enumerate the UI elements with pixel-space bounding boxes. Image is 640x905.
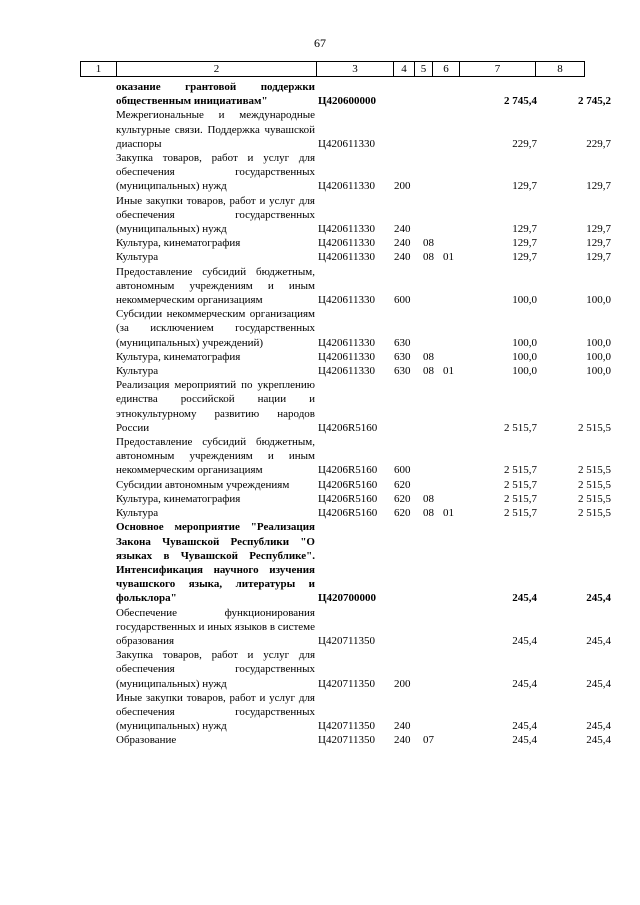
table-row [0, 520, 640, 605]
row-name: Культура [116, 251, 159, 264]
row-value-7: 229,7 [512, 137, 537, 150]
row-value-7: 245,4 [512, 734, 537, 747]
row-name: Субсидии автономным учреждениям [116, 478, 290, 491]
row-value-8: 129,7 [586, 237, 611, 250]
row-value-8: 245,4 [586, 592, 611, 605]
row-value-8: 100,0 [586, 336, 611, 349]
table-body [0, 80, 640, 748]
header-col-2: 2 [117, 62, 317, 76]
row-name: Культура [116, 507, 159, 520]
row-code: Ц4206R5160 [318, 478, 378, 491]
table-row [0, 194, 640, 237]
row-value-7: 2 515,7 [504, 492, 537, 505]
row-value-8: 129,7 [586, 180, 611, 193]
header-col-3: 3 [317, 62, 394, 76]
row-value-8: 2 515,5 [578, 507, 611, 520]
table-row [0, 80, 640, 108]
row-col-5: 08 [423, 237, 434, 250]
table-row [0, 364, 640, 378]
table-row [0, 606, 640, 649]
row-value-8: 245,4 [586, 734, 611, 747]
header-col-4: 4 [394, 62, 415, 76]
row-value-8: 2 515,5 [578, 421, 611, 434]
table-row [0, 506, 640, 520]
row-value-8: 229,7 [586, 137, 611, 150]
row-col-4: 630 [394, 350, 411, 363]
row-code: Ц4206R5160 [318, 492, 378, 505]
table-row [0, 151, 640, 194]
row-name: Основное мероприятие "Реализация Закона Чувашской Республики "О языках в Чувашской Республике". Интенсификация научного изучения чувашского языка, литературы и фольклора" [116, 521, 315, 605]
row-col-4: 600 [394, 294, 411, 307]
row-name: Реализация мероприятий по укреплению единства российской нации и этнокультурному развитию народов России [116, 379, 315, 434]
row-name: Предоставление субсидий бюджетным, автономным учреждениям и иным некоммерческим организациям [116, 265, 315, 307]
page-number: 67 [314, 36, 326, 50]
row-name: Закупка товаров, работ и услуг для обеспечения государственных (муниципальных) нужд [116, 152, 315, 193]
row-value-8: 245,4 [586, 720, 611, 733]
row-value-7: 2 515,7 [504, 421, 537, 434]
row-value-8: 129,7 [586, 223, 611, 236]
row-code: Ц420611330 [318, 251, 376, 264]
row-name: Обеспечение функционирования государственных и иных языков в системе образования [116, 606, 315, 647]
row-name: Культура, кинематография [116, 492, 241, 505]
row-name: Субсидии некоммерческим организациям (за исключением государственных (муниципальных) учреждений) [116, 308, 315, 349]
row-code: Ц420611330 [318, 237, 376, 250]
row-name: Культура [116, 365, 159, 378]
row-value-8: 245,4 [586, 677, 611, 690]
row-col-4: 240 [394, 720, 411, 733]
row-code: Ц420711350 [318, 634, 376, 647]
row-value-8: 100,0 [586, 294, 611, 307]
header-col-7: 7 [460, 62, 536, 76]
table-row [0, 733, 640, 747]
row-value-8: 100,0 [586, 365, 611, 378]
header-col-1: 1 [81, 62, 117, 76]
row-code: Ц420611330 [318, 137, 376, 150]
row-code: Ц420711350 [318, 734, 376, 747]
row-code: Ц420611330 [318, 294, 376, 307]
row-value-7: 2 515,7 [504, 478, 537, 491]
row-code: Ц420611330 [318, 180, 376, 193]
row-value-8: 100,0 [586, 350, 611, 363]
row-name: Иные закупки товаров, работ и услуг для обеспечения государственных (муниципальных) нужд [116, 691, 315, 733]
table-row [0, 648, 640, 691]
row-value-7: 129,7 [512, 180, 537, 193]
row-code: Ц4206R5160 [318, 507, 378, 520]
row-value-7: 129,7 [512, 251, 537, 264]
row-col-4: 630 [394, 336, 411, 349]
table-row [0, 378, 640, 435]
row-value-8: 2 515,5 [578, 478, 611, 491]
row-value-8: 2 515,5 [578, 492, 611, 505]
row-code: Ц420700000 [318, 592, 377, 605]
row-value-7: 2 515,7 [504, 464, 537, 477]
table-row [0, 492, 640, 506]
row-value-7: 100,0 [512, 336, 537, 349]
row-col-4: 620 [394, 507, 411, 520]
row-col-4: 200 [394, 180, 411, 193]
row-code: Ц4206R5160 [318, 421, 378, 434]
row-code: Ц420611330 [318, 350, 376, 363]
row-col-5: 08 [423, 251, 434, 264]
row-code: Ц420611330 [318, 336, 376, 349]
row-value-7: 100,0 [512, 294, 537, 307]
row-col-5: 08 [423, 365, 434, 378]
table-row [0, 108, 640, 151]
row-col-4: 600 [394, 464, 411, 477]
row-value-8: 245,4 [586, 634, 611, 647]
row-code: Ц420711350 [318, 677, 376, 690]
row-value-8: 2 515,5 [578, 464, 611, 477]
header-col-8: 8 [557, 63, 563, 75]
row-col-4: 630 [394, 365, 411, 378]
row-code: Ц420611330 [318, 365, 376, 378]
row-name: Межрегиональные и международные культурные связи. Поддержка чувашской диаспоры [116, 109, 315, 150]
row-value-7: 100,0 [512, 365, 537, 378]
row-value-7: 129,7 [512, 223, 537, 236]
row-col-6: 01 [443, 365, 454, 378]
row-value-7: 2 745,4 [504, 95, 537, 108]
row-col-4: 240 [394, 223, 411, 236]
row-value-7: 245,4 [512, 634, 537, 647]
row-col-4: 620 [394, 492, 411, 505]
row-value-7: 129,7 [512, 237, 537, 250]
row-value-7: 245,4 [512, 677, 537, 690]
table-row [0, 250, 640, 264]
row-col-4: 620 [394, 478, 411, 491]
row-code: Ц420611330 [318, 223, 376, 236]
table-row [0, 435, 640, 478]
row-name: Закупка товаров, работ и услуг для обеспечения государственных (муниципальных) нужд [116, 649, 315, 690]
row-col-4: 200 [394, 677, 411, 690]
row-col-6: 01 [443, 507, 454, 520]
row-code: Ц420600000 [318, 95, 377, 108]
row-col-4: 240 [394, 734, 411, 747]
row-value-7: 100,0 [512, 350, 537, 363]
row-col-5: 08 [423, 507, 434, 520]
header-col-6: 6 [433, 62, 460, 76]
row-value-7: 245,4 [512, 720, 537, 733]
row-col-5: 07 [423, 734, 434, 747]
header-col-5: 5 [415, 62, 433, 76]
table-row [0, 350, 640, 364]
row-value-8: 129,7 [586, 251, 611, 264]
row-col-4: 240 [394, 237, 411, 250]
row-col-4: 240 [394, 251, 411, 264]
row-name: Образование [116, 734, 177, 747]
table-row [0, 236, 640, 250]
row-col-5: 08 [423, 350, 434, 363]
table-row [0, 691, 640, 734]
row-value-8: 2 745,2 [578, 95, 611, 108]
row-name: Культура, кинематография [116, 350, 241, 363]
row-value-7: 2 515,7 [504, 507, 537, 520]
row-code: Ц4206R5160 [318, 464, 378, 477]
row-col-5: 08 [423, 492, 434, 505]
table-row [0, 265, 640, 308]
row-col-6: 01 [443, 251, 454, 264]
table-row [0, 478, 640, 492]
table-header [80, 61, 585, 77]
row-name: Предоставление субсидий бюджетным, автономным учреждениям и иным некоммерческим организациям [116, 436, 315, 477]
row-name: Иные закупки товаров, работ и услуг для обеспечения государственных (муниципальных) нужд [116, 194, 315, 236]
row-code: Ц420711350 [318, 720, 376, 733]
table-row [0, 307, 640, 350]
row-name: Культура, кинематография [116, 237, 241, 250]
row-value-7: 245,4 [512, 592, 537, 605]
row-name: оказание грантовой поддержки общественным инициативам" [116, 81, 315, 108]
